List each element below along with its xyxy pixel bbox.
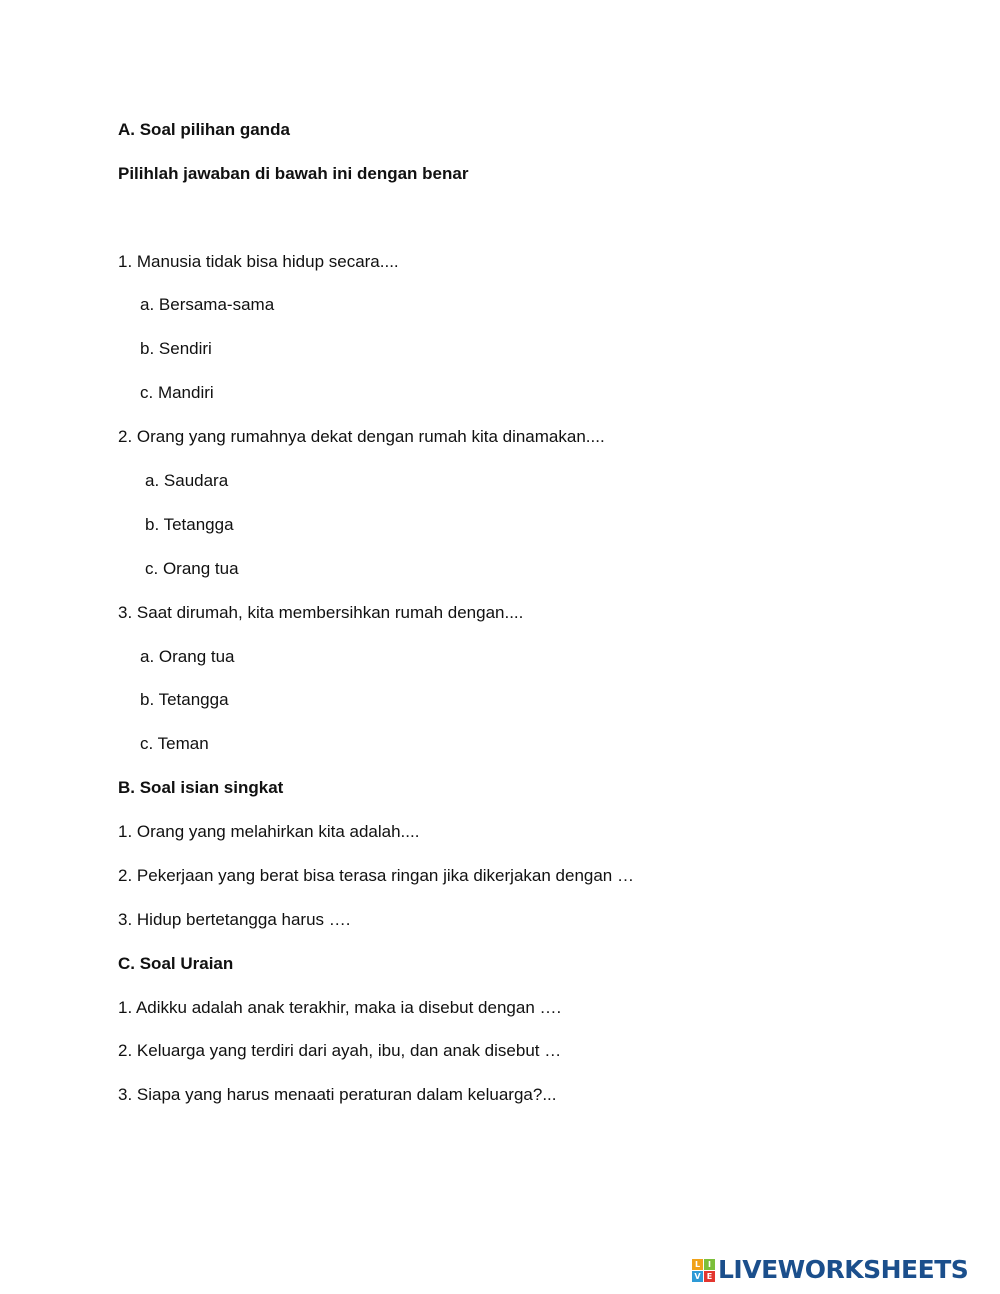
liveworksheets-logo <box>692 1256 968 1284</box>
option-a2-c: c. Orang tua <box>145 559 239 578</box>
logo-text: LIVEWORKSHEETS <box>718 1255 969 1284</box>
section-a-instruction: Pilihlah jawaban di bawah ini dengan benar <box>118 164 469 183</box>
option-a2-a: a. Saudara <box>145 471 229 490</box>
question-c1: 1. Adikku adalah anak terakhir, maka ia disebut dengan …. <box>118 998 562 1017</box>
option-a2-b: b. Tetangga <box>145 515 234 534</box>
question-a1: 1. Manusia tidak bisa hidup secara.... <box>118 252 399 271</box>
section-b-title: B. Soal isian singkat <box>118 778 284 797</box>
option-a1-a: a. Bersama-sama <box>140 295 275 314</box>
option-a3-a: a. Orang tua <box>140 647 235 666</box>
question-a2: 2. Orang yang rumahnya dekat dengan rumah kita dinamakan.... <box>118 427 605 446</box>
question-b3: 3. Hidup bertetangga harus …. <box>118 910 351 929</box>
question-c2: 2. Keluarga yang terdiri dari ayah, ibu, dan anak disebut … <box>118 1041 562 1060</box>
section-a-title: A. Soal pilihan ganda <box>118 120 290 139</box>
option-a1-b: b. Sendiri <box>140 339 212 358</box>
option-a3-c: c. Teman <box>140 734 209 753</box>
section-c-title: C. Soal Uraian <box>118 954 234 973</box>
liveworksheets-mark-icon: L I V E <box>692 1259 715 1282</box>
option-a3-b: b. Tetangga <box>140 690 229 709</box>
question-c3: 3. Siapa yang harus menaati peraturan dalam keluarga?... <box>118 1085 557 1104</box>
option-a1-c: c. Mandiri <box>140 383 214 402</box>
question-b2: 2. Pekerjaan yang berat bisa terasa ringan jika dikerjakan dengan … <box>118 866 634 885</box>
question-b1: 1. Orang yang melahirkan kita adalah.... <box>118 822 420 841</box>
question-a3: 3. Saat dirumah, kita membersihkan rumah dengan.... <box>118 603 524 622</box>
